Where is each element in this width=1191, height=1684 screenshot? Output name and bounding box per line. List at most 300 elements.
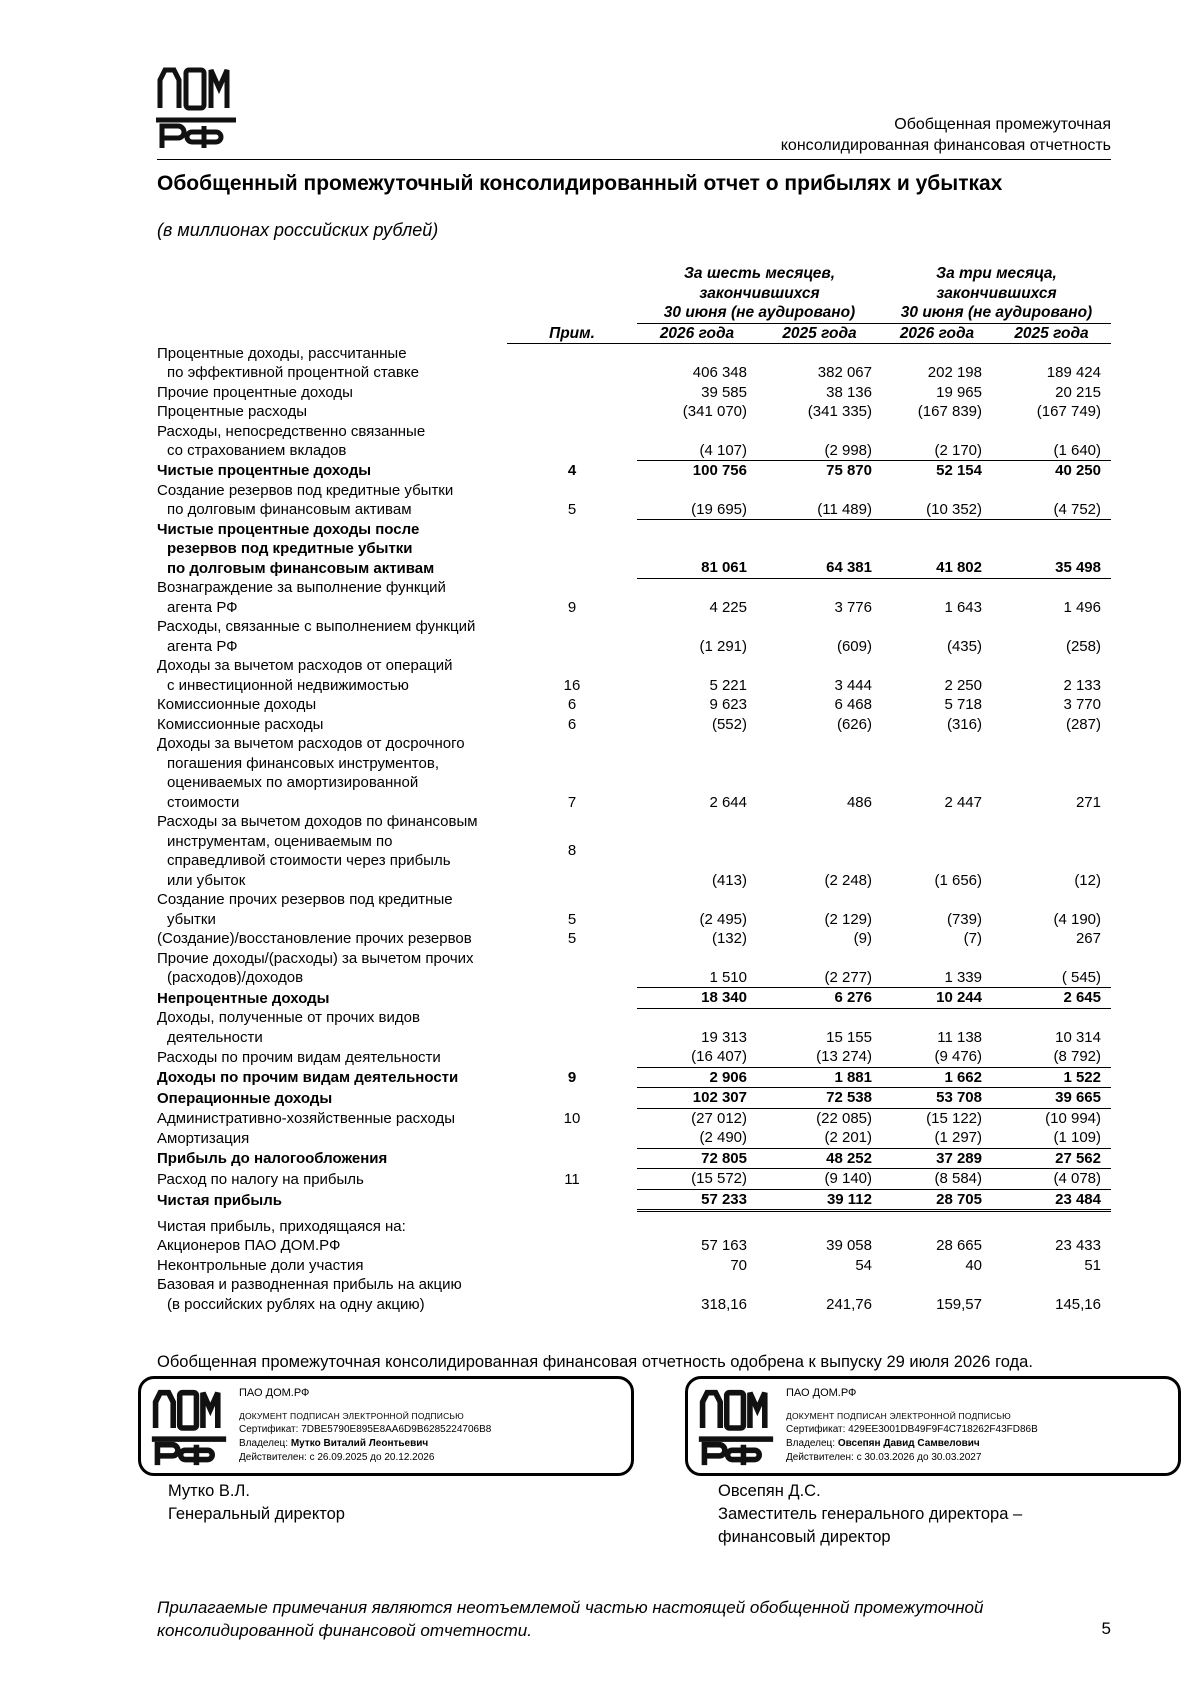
row-value: (413): [711, 871, 747, 889]
column-group-line: За шесть месяцев,: [683, 265, 836, 282]
row-label-line: (Создание)/восстановление прочих резервов: [157, 930, 472, 947]
row-value: 38 136: [826, 383, 872, 401]
header-divider: [157, 159, 1111, 160]
row-value: 64 381: [757, 520, 882, 579]
row-value: (739): [946, 910, 982, 928]
signer-cfo: [718, 1480, 1022, 1549]
row-label-line: Процентные расходы: [157, 403, 308, 420]
row-label-line: Вознаграждение за выполнение функций: [157, 579, 446, 596]
header-line-1: Обобщенная промежуточная: [894, 116, 1111, 133]
table-row: [157, 1189, 1111, 1211]
row-label-line: убытки: [167, 910, 216, 928]
column-header-3m-2025: 2025 года: [992, 324, 1111, 344]
signer-title: финансовый директор: [718, 1528, 891, 1546]
row-value: (4 190): [1053, 910, 1101, 928]
row-label: [157, 1256, 507, 1276]
row-value: 19 965: [936, 383, 982, 401]
table-row: [157, 1047, 1111, 1067]
row-value: 9 623: [709, 696, 747, 713]
row-value: 406 348: [692, 364, 747, 381]
row-value: 189 424: [1046, 364, 1101, 381]
row-note: 8: [567, 842, 577, 860]
income-statement-table: [157, 264, 1111, 1314]
row-value: 1 339: [882, 949, 992, 988]
row-label-line: Комиссионные доходы: [157, 696, 317, 713]
table-row: [157, 1236, 1111, 1256]
row-value: (287): [1065, 715, 1101, 733]
row-label-line: стоимости: [167, 793, 240, 811]
row-label-line: (в российских рублях на одну акцию): [167, 1295, 425, 1313]
row-value: 1 496: [1063, 598, 1101, 616]
row-label-line: Непроцентные доходы: [157, 989, 330, 1007]
row-note: 5: [567, 930, 577, 947]
row-note: [507, 1256, 637, 1276]
row-value: (4 752): [992, 481, 1111, 520]
row-label-line: Доходы, полученные от прочих видов: [157, 1009, 420, 1026]
row-note: 4: [567, 462, 577, 479]
row-value: (552): [711, 715, 747, 733]
row-value: 81 061: [637, 520, 757, 579]
row-value: [992, 1211, 1111, 1237]
row-value: (258): [1065, 637, 1101, 655]
row-label-line: Прибыль до налогообложения: [157, 1150, 388, 1167]
table-row: [157, 812, 1111, 890]
column-header-6m-2026: 2026 года: [637, 324, 757, 344]
row-value: 23 484: [992, 1189, 1111, 1211]
row-value: 6 276: [757, 988, 882, 1009]
row-value: [637, 1211, 757, 1237]
row-value: 23 433: [1055, 1237, 1101, 1254]
table-row: [157, 1088, 1111, 1109]
header-spacer: [157, 324, 507, 344]
row-note: [507, 1008, 637, 1047]
row-label: [157, 715, 507, 735]
row-label-line: со страхованием вкладов: [167, 442, 347, 459]
row-note: [507, 1047, 637, 1067]
row-value: 1 510: [637, 949, 757, 988]
row-value: 145,16: [1055, 1295, 1101, 1313]
row-value: (2 170): [882, 422, 992, 461]
row-value: 11 138: [937, 1028, 982, 1046]
row-value: 15 155: [826, 1028, 872, 1046]
stamp-owner: Мутко Виталий Леонтьевич: [290, 1438, 429, 1449]
row-value: (2 248): [824, 871, 872, 889]
row-note: [507, 402, 637, 422]
row-label-line: Расходы по прочим видам деятельности: [157, 1048, 441, 1066]
row-label-line: по долговым финансовым активам: [167, 559, 435, 577]
row-value: (10 352): [882, 481, 992, 520]
table-row: [157, 461, 1111, 481]
row-label: [157, 1067, 507, 1088]
row-value: 102 307: [637, 1088, 757, 1109]
table-row: [157, 617, 1111, 656]
stamp-certificate: Сертификат: 429EE3001DB49F9F4C718262F43FD86B: [786, 1424, 1038, 1435]
signer-name: Мутко В.Л.: [168, 1482, 250, 1500]
row-label-line: Доходы за вычетом расходов от операций: [157, 657, 453, 674]
row-value: 1 881: [757, 1067, 882, 1088]
row-value: 1 643: [944, 598, 982, 616]
column-group-three-months: [882, 264, 1111, 324]
row-value: (167 839): [917, 403, 982, 420]
row-value: 70: [730, 1256, 747, 1274]
row-value: 28 665: [936, 1237, 982, 1254]
row-value: (2 277): [757, 949, 882, 988]
table-row: [157, 1275, 1111, 1314]
header-line-2: консолидированная финансовая отчетность: [780, 137, 1111, 154]
row-note: [507, 1211, 637, 1237]
row-value: 54: [855, 1256, 872, 1274]
row-value: (12): [1074, 871, 1101, 889]
row-value: 1 662: [882, 1067, 992, 1088]
row-label: [157, 617, 507, 656]
row-value: (16 407): [637, 1047, 757, 1067]
row-label: [157, 461, 507, 481]
table-row: [157, 734, 1111, 812]
row-note: 5: [567, 501, 577, 518]
document-header: [781, 114, 1111, 156]
row-value: 2 644: [709, 793, 747, 811]
row-value: (8 584): [882, 1169, 992, 1190]
row-value: 5 718: [944, 696, 982, 713]
row-label: [157, 520, 507, 579]
row-value: 486: [846, 793, 872, 811]
row-label: [157, 812, 507, 890]
row-label-line: оцениваемых по амортизированной: [167, 774, 419, 791]
row-label-line: Чистые процентные доходы: [157, 462, 372, 479]
stamp-owner: Овсепян Давид Самвелович: [837, 1438, 980, 1449]
row-note: 10: [563, 1109, 581, 1127]
table-row: [157, 1169, 1111, 1190]
row-label-line: с инвестиционной недвижимостью: [167, 676, 409, 694]
stamp-validity: Действителен: с 30.03.2026 до 30.03.2027: [786, 1452, 982, 1463]
row-label-line: Комиссионные расходы: [157, 715, 324, 733]
row-label-line: Административно-хозяйственные расходы: [157, 1109, 455, 1127]
row-value: (2 495): [699, 910, 747, 928]
row-value: 1 522: [992, 1067, 1111, 1088]
row-label-line: Расходы, связанные с выполнением функций: [157, 618, 476, 635]
page-number: 5: [1101, 1619, 1111, 1638]
signer-ceo: [168, 1480, 345, 1526]
row-label: [157, 1189, 507, 1211]
row-value: (1 291): [699, 637, 747, 655]
units-subtitle: (в миллионах российских рублей): [157, 220, 439, 240]
row-label-line: справедливой стоимости через прибыль: [167, 852, 451, 869]
row-label: [157, 949, 507, 988]
row-value: (22 085): [816, 1109, 872, 1127]
table-row: [157, 578, 1111, 617]
table-row: [157, 890, 1111, 929]
row-value: (4 078): [992, 1169, 1111, 1190]
row-value: (341 335): [807, 403, 872, 420]
row-value: 3 770: [1063, 696, 1101, 713]
row-value: (15 122): [926, 1109, 982, 1127]
table-row: [157, 383, 1111, 403]
row-value: 202 198: [927, 364, 982, 381]
row-value: 39 112: [757, 1189, 882, 1211]
row-note: [507, 344, 637, 383]
row-value: 75 870: [826, 462, 872, 479]
column-group-line: За три месяца,: [936, 265, 1057, 282]
row-note: 6: [567, 715, 577, 733]
stamp-signed-text: ДОКУМЕНТ ПОДПИСАН ЭЛЕКТРОННОЙ ПОДПИСЬЮ: [786, 1411, 1011, 1421]
row-label: [157, 1088, 507, 1109]
row-value: 159,57: [936, 1295, 982, 1313]
row-label-line: Расход по налогу на прибыль: [157, 1170, 364, 1188]
row-value: [882, 1211, 992, 1237]
column-group-line: закончившихся: [699, 284, 820, 302]
row-note: [507, 1275, 637, 1314]
row-value: 27 562: [992, 1148, 1111, 1169]
row-label-line: или убыток: [167, 871, 246, 889]
table-row: [157, 1067, 1111, 1088]
e-signature-stamp: [138, 1376, 634, 1476]
row-note: [507, 1189, 637, 1211]
row-value: (7): [963, 930, 982, 947]
row-label: [157, 988, 507, 1009]
e-signature-stamp: [685, 1376, 1181, 1476]
row-label-line: (расходов)/доходов: [167, 969, 304, 986]
row-note: [507, 1088, 637, 1109]
table-row: [157, 1128, 1111, 1148]
income-statement: [157, 264, 1111, 1314]
row-label-line: Расходы за вычетом доходов по финансовым: [157, 813, 478, 830]
row-value: 2 906: [637, 1067, 757, 1088]
row-label-line: погашения финансовых инструментов,: [167, 754, 439, 772]
row-value: 6 468: [834, 696, 872, 713]
row-note: [507, 949, 637, 988]
row-value: 40 250: [1055, 462, 1101, 479]
row-value: (2 129): [824, 910, 872, 928]
column-header-note: Прим.: [507, 324, 637, 344]
row-note: [507, 988, 637, 1009]
row-note: 9: [567, 598, 577, 616]
row-value: (167 749): [1036, 403, 1101, 420]
row-value: 18 340: [637, 988, 757, 1009]
row-value: 2 133: [1063, 676, 1101, 694]
table-row: [157, 715, 1111, 735]
row-value: 52 154: [936, 462, 982, 479]
row-label: [157, 929, 507, 949]
table-row: [157, 1108, 1111, 1128]
row-value: 35 498: [992, 520, 1111, 579]
row-label-line: Прочие процентные доходы: [157, 383, 353, 401]
row-label-line: по эффективной процентной ставке: [167, 364, 419, 381]
row-label: [157, 1148, 507, 1169]
table-row: [157, 520, 1111, 579]
row-label: [157, 695, 507, 715]
row-label: [157, 1008, 507, 1047]
row-label-line: Создание резервов под кредитные убытки: [157, 481, 454, 499]
row-note: [507, 422, 637, 461]
row-value: 19 313: [701, 1028, 747, 1046]
row-label: [157, 656, 507, 695]
column-header-6m-2025: 2025 года: [757, 324, 882, 344]
row-label-line: Прочие доходы/(расходы) за вычетом прочих: [157, 949, 474, 967]
table-row: [157, 481, 1111, 520]
row-note: 9: [567, 1069, 577, 1086]
signer-title: Заместитель генерального директора –: [718, 1505, 1023, 1523]
row-label: [157, 422, 507, 461]
row-value: (1 297): [882, 1128, 992, 1148]
row-label-line: агента РФ: [167, 637, 238, 655]
row-note: [507, 1148, 637, 1169]
row-value: (2 490): [637, 1128, 757, 1148]
signer-name: Овсепян Д.С.: [718, 1482, 821, 1500]
row-note: [507, 1236, 637, 1256]
row-value: 39 585: [701, 383, 747, 401]
row-note: 5: [567, 910, 577, 928]
row-label-line: Амортизация: [157, 1129, 250, 1147]
stamp-org: ПАО ДОМ.РФ: [786, 1387, 857, 1399]
row-label-line: Базовая и разводненная прибыль на акцию: [157, 1276, 462, 1293]
row-note: 11: [564, 1170, 580, 1188]
row-note: 6: [567, 696, 577, 713]
row-value: 39 058: [826, 1237, 872, 1254]
table-row: [157, 988, 1111, 1009]
column-header-3m-2026: 2026 года: [882, 324, 992, 344]
table-row: [157, 344, 1111, 383]
table-row: [157, 1211, 1111, 1237]
row-value: 51: [1084, 1256, 1101, 1274]
row-value: ( 545): [992, 949, 1111, 988]
row-label-line: Чистая прибыль: [157, 1192, 282, 1209]
row-value: (1 109): [992, 1128, 1111, 1148]
row-value: (435): [946, 637, 982, 655]
row-value: (19 695): [637, 481, 757, 520]
footnote-line: Прилагаемые примечания являются неотъемлемой частью настоящей обобщенной промежуточной: [157, 1598, 984, 1617]
row-label-line: Чистая прибыль, приходящаяся на:: [157, 1217, 406, 1235]
row-label-line: агента РФ: [167, 598, 238, 616]
row-value: 72 805: [637, 1148, 757, 1169]
row-value: 41 802: [882, 520, 992, 579]
row-label: [157, 402, 507, 422]
stamp-signed-text: ДОКУМЕНТ ПОДПИСАН ЭЛЕКТРОННОЙ ПОДПИСЬЮ: [239, 1411, 464, 1421]
row-label-line: Процентные доходы, рассчитанные: [157, 344, 407, 362]
page-title: Обобщенный промежуточный консолидированный отчет о прибылях и убытках: [157, 172, 1003, 195]
row-label: [157, 481, 507, 520]
row-value: (9 476): [882, 1047, 992, 1067]
row-value: 100 756: [692, 462, 747, 479]
row-note: [507, 520, 637, 579]
row-value: [757, 1211, 882, 1237]
row-value: 3 444: [834, 676, 872, 694]
row-value: 37 289: [882, 1148, 992, 1169]
table-row: [157, 695, 1111, 715]
row-value: (341 070): [682, 403, 747, 420]
row-value: (11 489): [757, 481, 882, 520]
row-label-line: Расходы, непосредственно связанные: [157, 422, 426, 440]
row-value: (13 274): [757, 1047, 882, 1067]
row-value: (8 792): [992, 1047, 1111, 1067]
row-value: (9 140): [757, 1169, 882, 1190]
row-label-line: инструментам, оцениваемым по: [167, 832, 393, 850]
row-value: (15 572): [637, 1169, 757, 1190]
row-value: (4 107): [637, 422, 757, 461]
row-note: [507, 383, 637, 403]
table-row: [157, 929, 1111, 949]
row-value: 241,76: [826, 1295, 872, 1313]
row-value: 10 244: [882, 988, 992, 1009]
row-value: 28 705: [882, 1189, 992, 1211]
column-group-line: закончившихся: [936, 284, 1057, 302]
row-label: [157, 1169, 507, 1190]
row-value: 2 250: [944, 676, 982, 694]
stamp-owner-label: Владелец:: [239, 1438, 289, 1449]
column-group-line: 30 июня (не аудировано): [882, 303, 1111, 324]
row-value: 39 665: [992, 1088, 1111, 1109]
row-value: 20 215: [1055, 383, 1101, 401]
row-label: [157, 1047, 507, 1067]
approval-statement: Обобщенная промежуточная консолидированная финансовая отчетность одобрена к выпуску 29 июля 2026 года.: [157, 1353, 1033, 1371]
row-value: (1 640): [992, 422, 1111, 461]
row-value: (2 201): [757, 1128, 882, 1148]
stamp-owner-label: Владелец:: [786, 1438, 836, 1449]
row-value: 318,16: [701, 1295, 747, 1313]
row-value: 4 225: [709, 598, 747, 616]
header-spacer: [157, 264, 507, 324]
row-value: 382 067: [817, 364, 872, 381]
row-label: [157, 344, 507, 383]
row-value: 2 645: [992, 988, 1111, 1009]
row-value: 57 233: [637, 1189, 757, 1211]
row-value: 271: [1075, 793, 1101, 811]
stamp-validity: Действителен: с 26.09.2025 до 20.12.2026: [239, 1452, 435, 1463]
row-label-line: по долговым финансовым активам: [167, 501, 412, 518]
row-label: [157, 890, 507, 929]
row-label-line: деятельности: [167, 1028, 263, 1046]
row-label-line: Создание прочих резервов под кредитные: [157, 891, 453, 908]
signer-title: Генеральный директор: [168, 1505, 345, 1523]
row-label: [157, 734, 507, 812]
row-value: 267: [1075, 930, 1101, 947]
row-note: [507, 617, 637, 656]
row-label-line: Операционные доходы: [157, 1089, 333, 1107]
row-value: (1 656): [934, 871, 982, 889]
row-label-line: Неконтрольные доли участия: [157, 1256, 364, 1274]
header-spacer: [507, 264, 637, 324]
table-row: [157, 1148, 1111, 1169]
row-value: (609): [836, 637, 872, 655]
row-label-line: Чистые процентные доходы после: [157, 520, 420, 538]
row-label: [157, 1211, 507, 1237]
row-value: (9): [853, 930, 872, 947]
row-label: [157, 383, 507, 403]
table-row: [157, 656, 1111, 695]
stamp-certificate: Сертификат: 7DBE5790E895E8AA6D9B6285224706B8: [239, 1424, 492, 1435]
row-value: 5 221: [709, 676, 747, 694]
dom-rf-logo: [697, 1388, 775, 1468]
row-label-line: Доходы по прочим видам деятельности: [157, 1069, 459, 1086]
row-value: 2 447: [944, 793, 982, 811]
row-note: [507, 1128, 637, 1148]
row-label: [157, 1128, 507, 1148]
row-value: 48 252: [757, 1148, 882, 1169]
table-row: [157, 949, 1111, 988]
row-value: (132): [711, 930, 747, 947]
row-label: [157, 1275, 507, 1314]
table-row: [157, 1008, 1111, 1047]
row-note: 7: [567, 793, 577, 811]
row-label-line: Доходы за вычетом расходов от досрочного: [157, 735, 465, 752]
column-group-line: 30 июня (не аудировано): [637, 303, 882, 324]
table-row: [157, 1256, 1111, 1276]
row-value: (27 012): [691, 1109, 747, 1127]
row-value: 72 538: [757, 1088, 882, 1109]
row-label: [157, 1236, 507, 1256]
row-value: (2 998): [757, 422, 882, 461]
row-note: 16: [563, 676, 581, 694]
row-value: (626): [836, 715, 872, 733]
